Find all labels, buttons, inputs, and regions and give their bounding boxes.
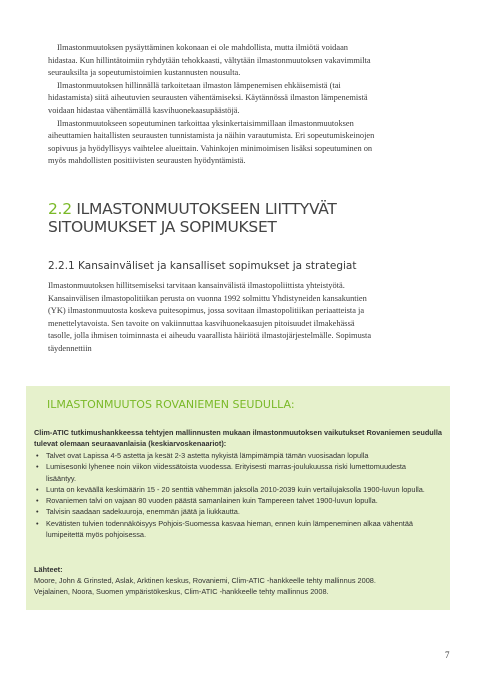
section-title-line2: SITOUMUKSET JA SOPIMUKSET [48,218,277,236]
intro-text [48,42,378,168]
reference-item: Moore, John & Grinsted, Aslak, Arktinen keskus, Rovaniemi, Clim-ATIC -hankkeelle tehty mallinnus 2008. [34,576,376,585]
bullet-item [34,461,434,484]
bullet-icon: • [36,496,39,506]
intro-paragraph: Ilmastonmuutoksen hillinnällä tarkoitetaan ilmaston lämpenemisen ehkäisemistä (tai hidastamista) siitä aiheutuvien seurausten vähentämiseksi. Käytännössä ilmaston lämpenemistä voidaan hidastaa vähentämällä kasvihuonekaasupäästöjä. [48,80,368,115]
section-number: 2.2 [48,200,72,218]
info-box [26,386,450,610]
bullet-text: Talvet ovat Lapissa 4-5 astetta ja kesät 2-3 astetta nykyistä lämpimämpiä tämän vuosisadan lopulla [46,451,369,460]
bullet-text: Lunta on keväällä keskimäärin 15 - 20 senttiä vähemmän jaksolla 2010-2039 kuin vertailujaksolla 1900-luvun lopulla. [46,484,425,494]
page-number: 7 [445,650,450,660]
bullet-item [34,495,434,506]
info-box-lead: Clim-ATIC tutkimushankkeessa tehtyjen mallinnusten mukaan ilmastonmuutoksen vaikutukset Rovaniemen seudulla tulevat olemaan seuraavanlaisia (keskiarvoskenaariot): [34,428,442,449]
bullet-icon: • [36,507,39,517]
intro-paragraph: Ilmastonmuutoksen pysäyttäminen kokonaan ei ole mahdollista, mutta ilmiötä voidaan hidastaa. Kun hillintätoimiin ryhdytään tehokkaasti, vältytään ilmastonmuutoksen vakavimmilta seurauksilta ja sopeutumistoimien kustannusten nousulta. [48,43,371,78]
bullet-text: Kevätisten tulvien todennäköisyys Pohjois-Suomessa kasvaa hieman, ennen kuin lämpeneminen alkaa vähentää lumipeitettä myös pohjoisessa. [46,518,414,540]
subsection-paragraph: Ilmastonmuutoksen hillitsemiseksi tarvitaan kansainvälistä ilmastopoliittista yhteistyötä. Kansainvälisen ilmastopolitiikan perusta on vuonna 1992 solmittu Yhdistyneiden kansakuntien (YK) ilmastonmuutosta koskeva puitesopimus, jossa sovitaan ilmastopolitiikan periaatteista ja menettelytavoista. Sen tavoite on vakiinnuttaa kasvihuonekaasujen pitoisuudet ilmakehässä tasolle, jolla ihmisen toiminnasta ei aiheudu vaarallista häiriötä ilmastojärjestelmälle. Sopimusta täydennettiin [48,281,372,353]
bullet-text: Talvisin saadaan sadekuuroja, enemmän jäätä ja liukkautta. [46,507,240,517]
bullet-icon: • [36,451,39,460]
subsection-heading: 2.2.1 Kansainväliset ja kansalliset sopimukset ja strategiat [48,260,357,272]
info-box-title: ILMASTONMUUTOS ROVANIEMEN SEUDULLA: [47,398,295,411]
bullet-icon: • [36,518,39,528]
bullet-text: Lumisesonki lyhenee noin viikon viidessätoista vuodessa. Erityisesti marras-joulukuussa riski lumettomuudesta lisääntyy. [46,462,407,483]
references-heading: Lähteet: [34,565,63,574]
info-box-bullet-list [34,450,434,540]
section-heading [48,200,378,236]
subsection-body [48,280,378,356]
bullet-text: Rovaniemen talvi on vajaan 80 vuoden päästä samanlainen kuin Tampereen talvet 1900-luvun lopulla. [46,496,378,506]
bullet-item [34,450,434,461]
bullet-icon: • [36,484,39,494]
bullet-item [34,484,434,495]
intro-paragraph: Ilmastonmuutokseen sopeutuminen tarkoittaa yksinkertaisimmillaan ilmastonmuutoksen aiheuttamien haitallisten seurausten tunnistamista ja näihin varautumista. Eri sopeutumiskeinojen sopivuus ja hyödyllisyys vaihtelee alueittain. Vahinkojen minimoimisen lisäksi sopeutuminen on myös mahdollisten positiivisten seurausten hyödyntämistä. [48,118,375,166]
reference-item: Vejalainen, Noora, Suomen ympäristökeskus, Clim-ATIC -hankkeelle tehty mallinnus 2008. [34,587,329,597]
section-title-line1: ILMASTONMUUTOKSEEN LIITTYVÄT [76,200,337,218]
references-list [34,575,444,598]
bullet-item [34,518,434,541]
bullet-item [34,506,434,517]
bullet-icon: • [36,462,39,472]
